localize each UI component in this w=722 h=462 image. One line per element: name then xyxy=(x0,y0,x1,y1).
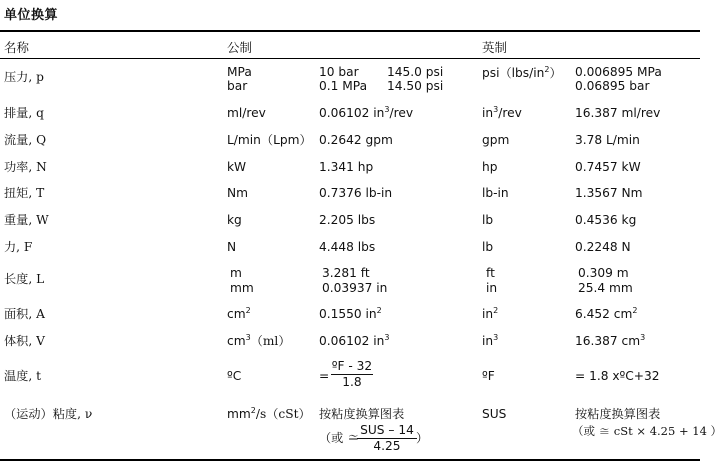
metric-value: 3.281 ft xyxy=(322,266,370,280)
imperial-value: 1.3567 Nm xyxy=(575,186,643,200)
imperial-value: 3.78 L/min xyxy=(575,133,640,147)
fraction-denominator: 4.25 xyxy=(373,439,401,453)
metric-unit: ml/rev xyxy=(227,106,266,120)
imperial-value: = 1.8 xºC+32 xyxy=(575,369,660,383)
row-name: 压力, p xyxy=(4,70,44,84)
fraction xyxy=(331,360,373,389)
row-name: 面积, A xyxy=(4,307,45,321)
imperial-unit: $in^3$ xyxy=(482,333,499,348)
row-name: 重量, W xyxy=(4,213,49,227)
header-name: 名称 xyxy=(4,40,30,55)
imperial-value: 6.452 $cm^2$ xyxy=(575,306,638,321)
row-name: （运动）粘度, ν xyxy=(4,407,93,421)
metric-value: 4.448 lbs xyxy=(319,240,376,254)
metric-unit: $cm^2$ xyxy=(227,306,251,321)
table-top-rule xyxy=(0,30,700,32)
metric-unit: L/min（Lpm） xyxy=(227,133,312,147)
metric-value: 按粘度换算图表 xyxy=(319,407,405,421)
metric-value-prefix: （或 ≅ xyxy=(319,431,360,445)
metric-value: 0.06102 $in^3$/rev xyxy=(319,105,414,120)
imperial-unit: lb-in xyxy=(482,186,509,200)
metric-unit: ºC xyxy=(227,369,242,383)
fraction-denominator: 1.8 xyxy=(342,375,362,389)
imperial-value: （或 ≅ cSt × 4.25 + 14 ） xyxy=(572,424,722,438)
metric-value: 145.0 psi xyxy=(387,65,444,79)
imperial-unit: ft xyxy=(486,266,495,280)
metric-unit: mm xyxy=(230,281,254,295)
metric-unit: kg xyxy=(227,213,242,227)
imperial-unit: $in^2$ xyxy=(482,306,499,321)
row-name: 力, F xyxy=(4,240,33,254)
row-name: 流量, Q xyxy=(4,133,47,147)
metric-unit: MPa xyxy=(227,65,252,79)
metric-unit: kW xyxy=(227,160,247,174)
imperial-value: 25.4 mm xyxy=(578,281,633,295)
imperial-value: 0.2248 N xyxy=(575,240,631,254)
metric-unit: bar xyxy=(227,79,248,93)
equals-sign: = xyxy=(319,369,330,383)
metric-value: 14.50 psi xyxy=(387,79,444,93)
metric-value: 0.03937 in xyxy=(322,281,388,295)
metric-value: 0.06102 $in^3$ xyxy=(319,333,390,348)
page-title: 单位换算 xyxy=(4,8,59,23)
imperial-value: 0.309 m xyxy=(578,266,629,280)
metric-unit: $mm^2/s(cSt)$ xyxy=(227,406,311,421)
metric-unit: Nm xyxy=(227,186,248,200)
row-name: 长度, L xyxy=(4,272,45,286)
metric-value: 0.1 MPa xyxy=(319,79,368,93)
header-imperial: 英制 xyxy=(482,40,508,55)
metric-unit: $cm^3(ml)$ xyxy=(227,333,291,348)
imperial-value: 0.06895 bar xyxy=(575,79,650,93)
metric-value: 0.2642 gpm xyxy=(319,133,393,147)
metric-value: 2.205 lbs xyxy=(319,213,376,227)
imperial-unit: ºF xyxy=(482,369,495,383)
row-name: 温度, t xyxy=(4,369,42,383)
metric-value: 10 bar xyxy=(319,65,359,79)
metric-unit: N xyxy=(227,240,237,254)
imperial-value: 0.7457 kW xyxy=(575,160,641,174)
metric-unit: m xyxy=(230,266,242,280)
fraction-numerator: ºF - 32 xyxy=(331,359,373,373)
imperial-value: 16.387 $cm^3$ xyxy=(575,333,646,348)
metric-value: 0.1550 $in^2$ xyxy=(319,306,382,321)
metric-value: 1.341 hp xyxy=(319,160,374,174)
imperial-unit: $psi(lbs/in^2)$ xyxy=(482,65,562,80)
imperial-value: 0.4536 kg xyxy=(575,213,637,227)
imperial-unit: in xyxy=(486,281,498,295)
imperial-unit: hp xyxy=(482,160,498,174)
table-bottom-rule xyxy=(0,459,700,461)
imperial-unit: gpm xyxy=(482,133,510,147)
header-rule xyxy=(0,58,700,59)
row-name: 扭矩, T xyxy=(4,186,45,200)
metric-value-suffix: ） xyxy=(416,431,429,445)
imperial-value: 0.006895 MPa xyxy=(575,65,662,79)
row-name: 功率, N xyxy=(4,160,47,174)
imperial-unit: lb xyxy=(482,240,494,254)
metric-value: 0.7376 lb-in xyxy=(319,186,393,200)
row-name: 排量, q xyxy=(4,106,44,120)
imperial-value: 按粘度换算图表 xyxy=(575,407,661,421)
fraction xyxy=(357,424,417,453)
imperial-unit: $in^3$/rev xyxy=(482,105,522,120)
row-name: 体积, V xyxy=(4,334,45,348)
imperial-value: 16.387 ml/rev xyxy=(575,106,661,120)
fraction-numerator: SUS – 14 xyxy=(360,423,414,437)
imperial-unit: SUS xyxy=(482,407,507,421)
header-metric: 公制 xyxy=(227,40,253,55)
imperial-unit: lb xyxy=(482,213,494,227)
